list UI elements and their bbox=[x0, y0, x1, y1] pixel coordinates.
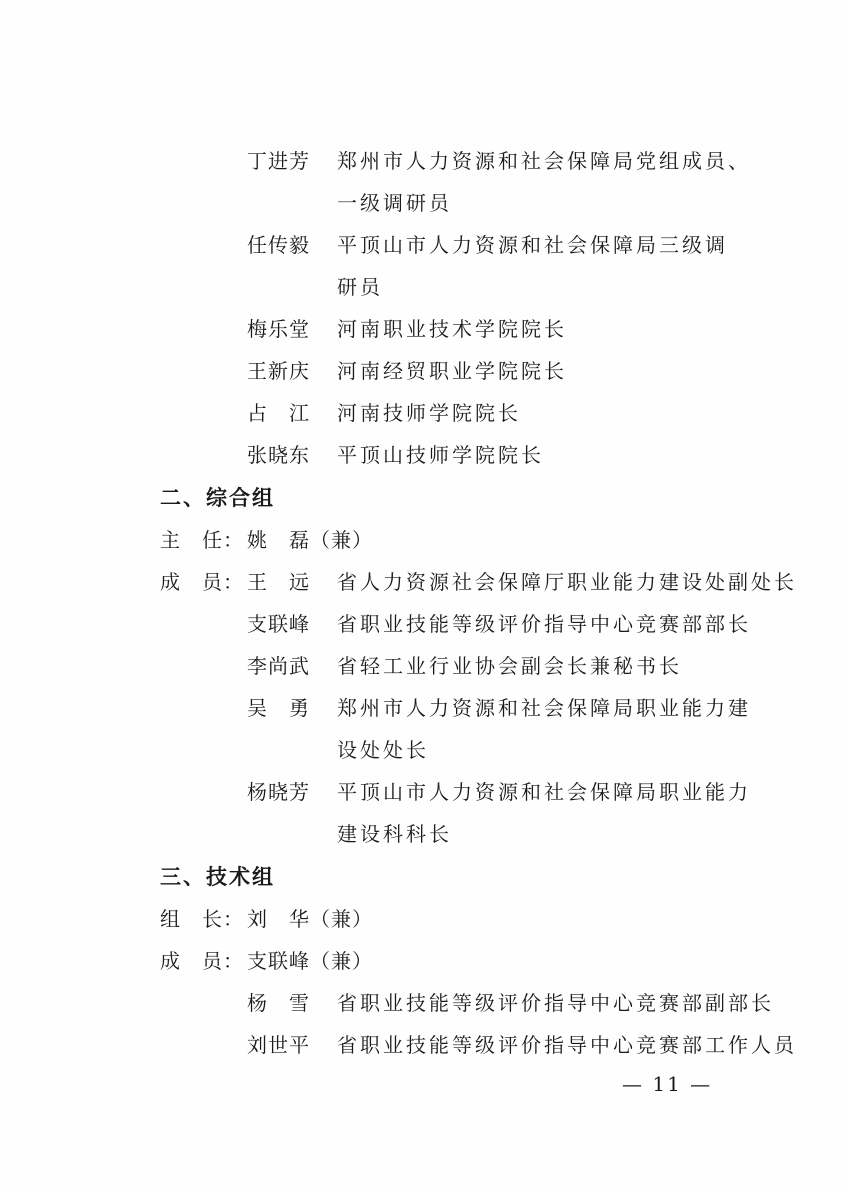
member-title: 河南技师学院院长 bbox=[337, 401, 521, 425]
member-title: 省职业技能等级评价指导中心竞赛部部长 bbox=[337, 612, 751, 636]
member-title: 平顶山市人力资源和社会保障局三级调 bbox=[337, 233, 728, 257]
member-name: 李尚武 bbox=[247, 654, 310, 678]
role-label: 主 任： bbox=[160, 528, 244, 552]
member-name: 王 远 bbox=[247, 570, 310, 594]
section-heading: 三、技术组 bbox=[160, 865, 275, 889]
member-name: 吴 勇 bbox=[247, 696, 310, 720]
member-name: 支联峰（兼） bbox=[247, 949, 373, 973]
member-name: 梅乐堂 bbox=[247, 317, 310, 341]
member-title: 平顶山技师学院院长 bbox=[337, 443, 544, 467]
member-name: 任传毅 bbox=[247, 233, 310, 257]
member-title: 郑州市人力资源和社会保障局党组成员、 bbox=[337, 149, 751, 173]
member-title-continuation: 研员 bbox=[337, 275, 383, 299]
director-value: 姚 磊（兼） bbox=[247, 528, 373, 552]
member-name: 王新庆 bbox=[247, 359, 310, 383]
member-name: 占 江 bbox=[247, 401, 310, 425]
member-title: 省轻工业行业协会副会长兼秘书长 bbox=[337, 654, 682, 678]
member-title-continuation: 一级调研员 bbox=[337, 191, 452, 215]
member-name: 杨晓芳 bbox=[247, 780, 310, 804]
member-name: 支联峰 bbox=[247, 612, 310, 636]
member-title: 郑州市人力资源和社会保障局职业能力建 bbox=[337, 696, 751, 720]
member-title: 省职业技能等级评价指导中心竞赛部副部长 bbox=[337, 991, 774, 1015]
member-name: 丁进芳 bbox=[247, 149, 310, 173]
member-name: 张晓东 bbox=[247, 443, 310, 467]
role-label: 成 员： bbox=[160, 570, 244, 594]
member-title: 河南经贸职业学院院长 bbox=[337, 359, 567, 383]
member-title: 河南职业技术学院院长 bbox=[337, 317, 567, 341]
role-label: 成 员： bbox=[160, 949, 244, 973]
member-title: 省人力资源社会保障厅职业能力建设处副处长 bbox=[337, 570, 797, 594]
member-title-continuation: 设处处长 bbox=[337, 738, 429, 762]
member-title: 平顶山市人力资源和社会保障局职业能力 bbox=[337, 780, 751, 804]
section-heading: 二、综合组 bbox=[160, 486, 275, 510]
member-title: 省职业技能等级评价指导中心竞赛部工作人员 bbox=[337, 1033, 797, 1057]
page-number: — 11 — bbox=[622, 1072, 713, 1096]
role-label: 组 长： bbox=[160, 907, 244, 931]
leader-value: 刘 华（兼） bbox=[247, 907, 373, 931]
member-title-continuation: 建设科科长 bbox=[337, 822, 452, 846]
member-name: 杨 雪 bbox=[247, 991, 310, 1015]
member-name: 刘世平 bbox=[247, 1033, 310, 1057]
